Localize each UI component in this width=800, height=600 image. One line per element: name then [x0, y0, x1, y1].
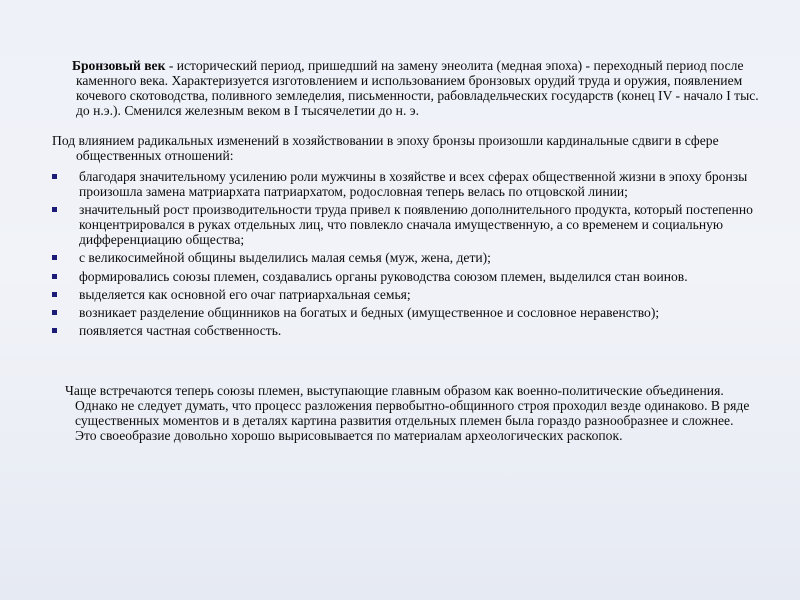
lead-paragraph: Под влиянием радикальных изменений в хозяйствовании в эпоху бронзы произошли кардинальные сдвиги в сфере общественных отношений:: [52, 133, 719, 164]
list-item-text: появляется частная собственность.: [79, 322, 282, 338]
list-item: [0, 269, 800, 284]
list-item: [0, 250, 800, 265]
list-item-text: возникает разделение общинников на богатых и бедных (имущественное и сословное неравенство);: [79, 304, 660, 320]
list-item: [0, 169, 800, 199]
intro-text: - исторический период, пришедший на замену энеолита (медная эпоха) - переходный период после каменного века. Характеризуется изготовлением и использованием бронзовых орудий труда и оружия, появлением кочевого скотоводства, поливного земледелия, письменности, рабовладельческих государств (конец IV - начало I тыс. до н.э.). Сменился железным веком в I тысячелетии до н. э.: [76, 58, 759, 119]
intro-paragraph: [72, 58, 766, 119]
square-bullet-icon: [52, 274, 57, 279]
outro-paragraph: Чаще встречаются теперь союзы племен, выступающие главным образом как военно-политические объединения. Однако не следует думать, что процесс разложения первобытно-общинного строя проходил везде одинаково. В ряде существенных моментов и в деталях картина развития отдельных племен была гораздо разнообразнее и сложнее. Это своеобразие довольно хорошо вырисовывается по материалам археологических раскопок.: [65, 383, 750, 444]
list-item-text: с великосимейной общины выделились малая семья (муж, жена, дети);: [79, 250, 491, 266]
list-item-text: благодаря значительному усилению роли мужчины в хозяйстве и всех сферах общественной жизни в эпоху бронзы произошла замена матриархата патриархатом, родословная теперь велась по отцовской линии;: [79, 169, 748, 200]
square-bullet-icon: [52, 207, 57, 212]
list-item-text: выделяется как основной его очаг патриархальная семья;: [79, 286, 411, 302]
square-bullet-icon: [52, 328, 57, 333]
list-item: [0, 305, 800, 320]
square-bullet-icon: [52, 255, 57, 260]
square-bullet-icon: [52, 292, 57, 297]
list-item: [0, 202, 800, 247]
list-item-text: значительный рост производительности труда привел к появлению дополнительного продукта, который постепенно концентрировался в руках отдельных лиц, что повлекло сначала имущественную, а со временем и социальную дифференциацию общества;: [79, 202, 753, 248]
list-item: [0, 323, 800, 338]
bullet-list: [0, 169, 800, 341]
square-bullet-icon: [52, 174, 57, 179]
list-item-text: формировались союзы племен, создавались органы руководства союзом племен, выделился стан воинов.: [79, 268, 688, 284]
square-bullet-icon: [52, 310, 57, 315]
list-item: [0, 287, 800, 302]
intro-term: Бронзовый век: [72, 58, 166, 73]
